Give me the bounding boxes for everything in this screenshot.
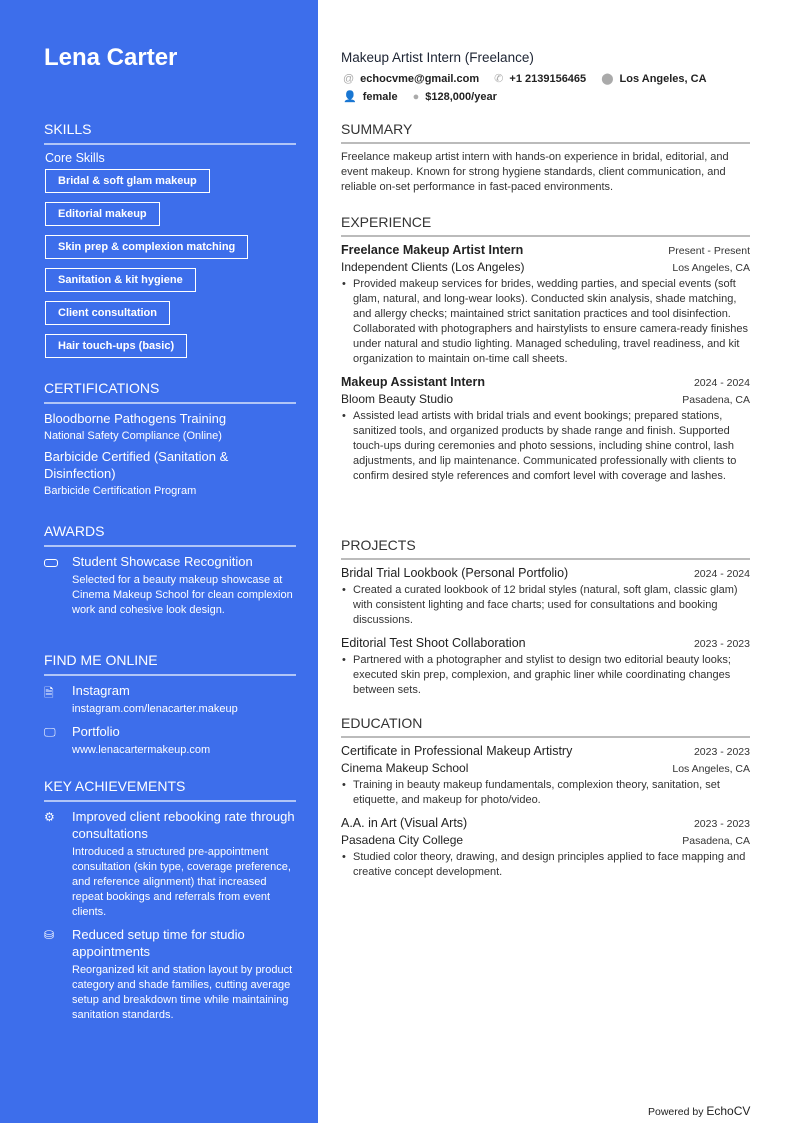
- achievement-item: [44, 808, 296, 920]
- online-label: Instagram: [72, 683, 130, 698]
- exp-bullet: • Assisted lead artists with bridal trials and event bookings; prepared stations, sanitized tools, and organized products by shade range and finish. Supported touch-ups during ceremonies and photo sessions, including shine control, lash adjustments, and lip maintenance. Communicated professionally with clients to confirm desired style references and comfort level with coverage and lashes.: [341, 409, 750, 484]
- section-heading: SKILLS: [44, 121, 296, 145]
- location-icon: ⬤: [601, 73, 614, 85]
- email[interactable]: echocvme@gmail.com: [360, 73, 480, 85]
- edu-date: 2023 - 2023: [693, 818, 750, 830]
- candidate-name: Lena Carter: [44, 44, 178, 71]
- edu-loc: Pasadena, CA: [682, 835, 750, 847]
- exp-loc: Pasadena, CA: [682, 394, 750, 406]
- cert-issuer: Barbicide Certification Program: [44, 485, 197, 497]
- exp-loc: Los Angeles, CA: [672, 262, 750, 274]
- section-heading: EDUCATION: [341, 715, 750, 738]
- project-bullet: • Partnered with a photographer and stylist to design two editorial beauty looks; executed skin prep, complexion, and graphic liner while coordinating changes between sets.: [341, 653, 750, 698]
- phone-icon: ✆: [494, 73, 504, 85]
- section-heading: PROJECTS: [341, 537, 750, 560]
- exp-date: Present - Present: [668, 245, 750, 257]
- cert-title: Bloodborne Pathogens Training: [44, 411, 227, 426]
- summary-text: Freelance makeup artist intern with hands-on experience in bridal, editorial, and event makeup. Known for strong hygiene standards, client communication, and reliable on-set performance in fast-paced environments.: [341, 151, 729, 193]
- cert-title: Barbicide Certified (Sanitation & Disinfection): [44, 449, 229, 481]
- salary-icon: ●: [412, 91, 420, 103]
- salary: $128,000/year: [425, 91, 497, 103]
- section-heading: KEY ACHIEVEMENTS: [44, 778, 296, 802]
- edu-title: A.A. in Art (Visual Arts): [341, 816, 468, 830]
- projects-section: [341, 537, 750, 706]
- edu-loc: Los Angeles, CA: [672, 763, 750, 775]
- project-title: Bridal Trial Lookbook (Personal Portfolio): [341, 566, 569, 580]
- exp-date: 2024 - 2024: [693, 377, 750, 389]
- online-url[interactable]: www.lenacartermakeup.com: [72, 744, 211, 756]
- exp-org: Independent Clients (Los Angeles): [341, 260, 525, 274]
- contact-line: [341, 90, 750, 103]
- edu-title: Certificate in Professional Makeup Artistry: [341, 744, 573, 758]
- contact-line: [341, 72, 750, 85]
- footer-prefix: Powered by: [648, 1106, 704, 1118]
- skill-chip: Sanitation & kit hygiene: [45, 268, 196, 292]
- project-title: Editorial Test Shoot Collaboration: [341, 636, 526, 650]
- exp-title: Makeup Assistant Intern: [341, 375, 486, 389]
- phone: +1 2139156465: [509, 73, 587, 85]
- edu-org: Pasadena City College: [341, 833, 464, 847]
- skill-group: Core Skills: [45, 151, 105, 165]
- edu-bullet: • Studied color theory, drawing, and design principles applied to face mapping and creative concept development.: [341, 850, 750, 880]
- cert-issuer: National Safety Compliance (Online): [44, 430, 222, 442]
- online-item: [44, 682, 296, 717]
- online-url[interactable]: instagram.com/lenacarter.makeup: [72, 703, 238, 715]
- skill-chip: Skin prep & complexion matching: [45, 235, 248, 259]
- exp-org: Bloom Beauty Studio: [341, 392, 454, 406]
- award-item: [44, 553, 296, 618]
- skill-chip: Hair touch-ups (basic): [45, 334, 187, 358]
- online-section: [44, 652, 296, 764]
- achievement-desc: Reorganized kit and station layout by product category and shade families, cutting average setup and breakdown time while maintaining sanitation standards.: [72, 964, 293, 1021]
- gear-icon: ⚙: [44, 810, 55, 824]
- edu-org: Cinema Makeup School: [341, 761, 469, 775]
- database-icon: ⛁: [44, 928, 55, 942]
- job-title: Makeup Artist Intern (Freelance): [341, 50, 534, 65]
- footer-brand: EchoCV: [706, 1104, 751, 1118]
- online-item: [44, 723, 296, 758]
- achievements-section: [44, 778, 296, 1029]
- achievement-title: Reduced setup time for studio appointments: [72, 927, 245, 959]
- monitor-icon: 🖵: [44, 725, 56, 739]
- skill-chip: Editorial makeup: [45, 202, 160, 226]
- education-section: [341, 715, 750, 888]
- online-label: Portfolio: [72, 724, 120, 739]
- project-bullet: • Created a curated lookbook of 12 bridal styles (natural, soft glam, classic glam) with consistent lighting and face charts; used for consultations and booking discussions.: [341, 583, 750, 628]
- award-title: Student Showcase Recognition: [72, 554, 253, 569]
- summary-section: [341, 121, 750, 195]
- achievement-item: [44, 926, 296, 1023]
- experience-section: [341, 214, 750, 492]
- project-date: 2024 - 2024: [693, 568, 750, 580]
- location: Los Angeles, CA: [619, 73, 707, 85]
- skill-chip: Bridal & soft glam makeup: [45, 169, 210, 193]
- section-heading: AWARDS: [44, 523, 296, 547]
- person-icon: 👤: [343, 91, 357, 103]
- exp-bullet: • Provided makeup services for brides, wedding parties, and special events (soft glam, natural, and long-wear looks). Conducted skin analysis, shade matching, and allergy checks; maintained strict sanitation practices and tool disinfection. Collaborated with photographers and hairstylists to ensure camera-ready finishes under natural and studio lighting. Managed scheduling, travel readiness, and kit organization to maintain on-time call sheets.: [341, 277, 750, 367]
- exp-title: Freelance Makeup Artist Intern: [341, 243, 524, 257]
- section-heading: EXPERIENCE: [341, 214, 750, 237]
- achievement-desc: Introduced a structured pre-appointment consultation (skin type, coverage preference, and reference alignment) that increased repeat bookings and referrals from event clients.: [72, 846, 291, 918]
- section-heading: FIND ME ONLINE: [44, 652, 296, 676]
- skill-chip: Client consultation: [45, 301, 170, 325]
- email-icon: @: [343, 73, 355, 85]
- award-desc: Selected for a beauty makeup showcase at Cinema Makeup School for clean complexion work and cohesive look design.: [72, 574, 293, 616]
- achievement-title: Improved client rebooking rate through consultations: [72, 809, 295, 841]
- file-icon: 🗎: [44, 686, 54, 700]
- awards-section: [44, 523, 296, 624]
- edu-bullet: • Training in beauty makeup fundamentals, complexion theory, sanitation, set etiquette, and makeup for photo/video.: [341, 778, 750, 808]
- header: [341, 50, 750, 103]
- gender: female: [362, 91, 398, 103]
- badge-icon: [44, 553, 72, 618]
- footer: [648, 1104, 750, 1118]
- skills-section: [44, 121, 296, 367]
- project-date: 2023 - 2023: [693, 638, 750, 650]
- sidebar: [0, 0, 318, 1123]
- certifications-section: [44, 380, 296, 503]
- edu-date: 2023 - 2023: [693, 746, 750, 758]
- section-heading: CERTIFICATIONS: [44, 380, 296, 404]
- section-heading: SUMMARY: [341, 121, 750, 144]
